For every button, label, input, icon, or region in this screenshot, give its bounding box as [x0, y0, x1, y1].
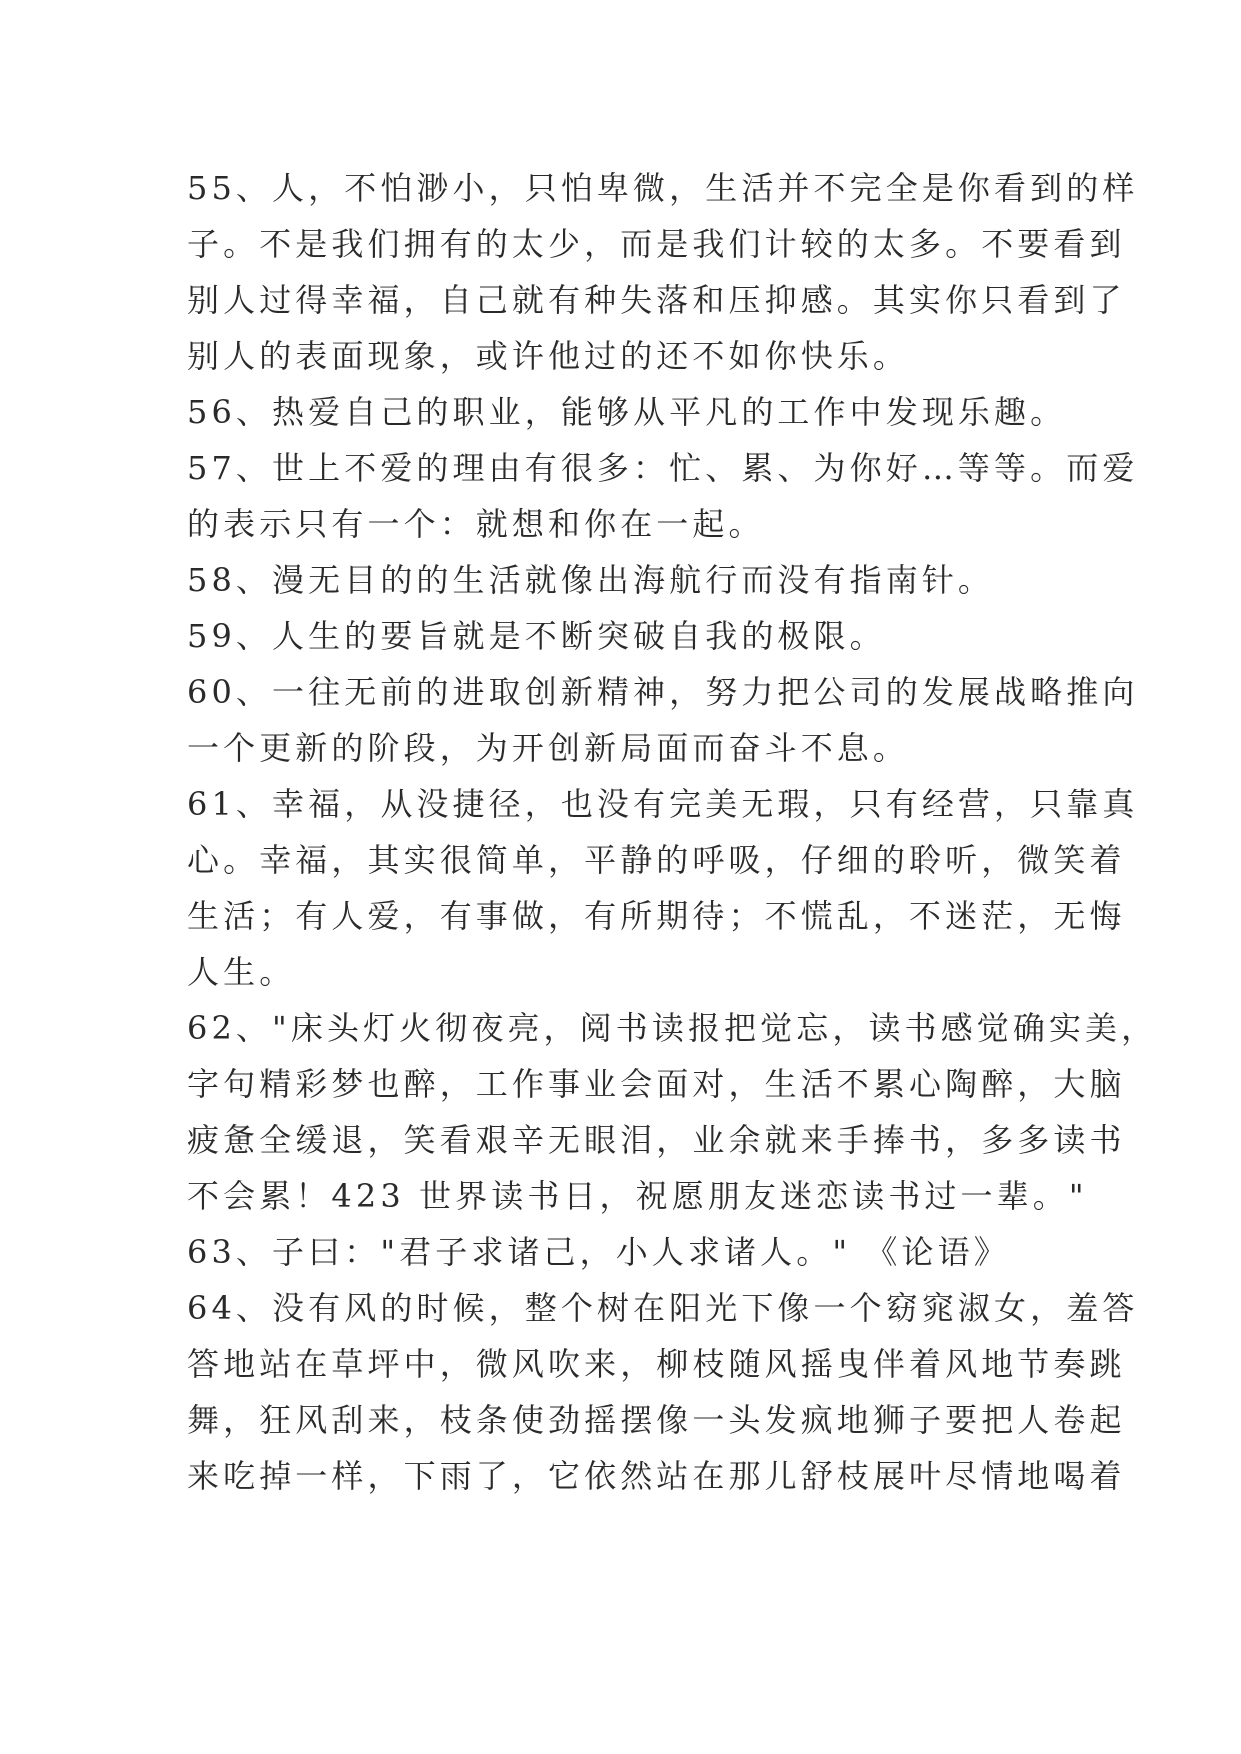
text-line: 58、漫无目的的生活就像出海航行而没有指南针。 [187, 561, 995, 599]
text-line: 的表示只有一个：就想和你在一起。 [187, 505, 765, 543]
text-line: 别人的表面现象，或许他过的还不如你快乐。 [187, 337, 910, 375]
text-line: 答地站在草坪中，微风吹来，柳枝随风摇曳伴着风地节奏跳 [187, 1345, 1126, 1383]
text-line: 62、"床头灯火彻夜亮，阅书读报把觉忘，读书感觉确实美， [187, 1009, 1158, 1047]
text-line: 来吃掉一样，下雨了，它依然站在那儿舒枝展叶尽情地喝着 [187, 1457, 1126, 1495]
text-line: 字句精彩梦也醉，工作事业会面对，生活不累心陶醉，大脑 [187, 1065, 1126, 1103]
text-line: 55、人，不怕渺小，只怕卑微，生活并不完全是你看到的样 [187, 169, 1139, 207]
text-line: 心。幸福，其实很简单，平静的呼吸，仔细的聆听，微笑着 [187, 841, 1126, 879]
text-line: 60、一往无前的进取创新精神，努力把公司的发展战略推向 [187, 673, 1139, 711]
text-line: 别人过得幸福，自己就有种失落和压抑感。其实你只看到了 [187, 281, 1126, 319]
text-line: 56、热爱自己的职业，能够从平凡的工作中发现乐趣。 [187, 393, 1067, 431]
text-line: 不会累！423 世界读书日，祝愿朋友迷恋读书过一辈。" [187, 1177, 1088, 1215]
text-line: 子。不是我们拥有的太少，而是我们计较的太多。不要看到 [187, 225, 1126, 263]
text-line: 一个更新的阶段，为开创新局面而奋斗不息。 [187, 729, 910, 767]
text-line: 64、没有风的时候，整个树在阳光下像一个窈窕淑女，羞答 [187, 1289, 1139, 1327]
text-line: 疲惫全缓退，笑看艰辛无眼泪，业余就来手捧书，多多读书 [187, 1121, 1126, 1159]
text-line: 生活；有人爱，有事做，有所期待；不慌乱，不迷茫，无悔 [187, 897, 1126, 935]
text-line: 63、子曰："君子求诸己，小人求诸人。" 《论语》 [187, 1233, 1010, 1271]
text-line: 人生。 [187, 953, 296, 991]
text-line: 59、人生的要旨就是不断突破自我的极限。 [187, 617, 886, 655]
text-line: 61、幸福，从没捷径，也没有完美无瑕，只有经营，只靠真 [187, 785, 1139, 823]
text-line: 57、世上不爱的理由有很多：忙、累、为你好…等等。而爱 [187, 449, 1139, 487]
text-line: 舞，狂风刮来，枝条使劲摇摆像一头发疯地狮子要把人卷起 [187, 1401, 1126, 1439]
